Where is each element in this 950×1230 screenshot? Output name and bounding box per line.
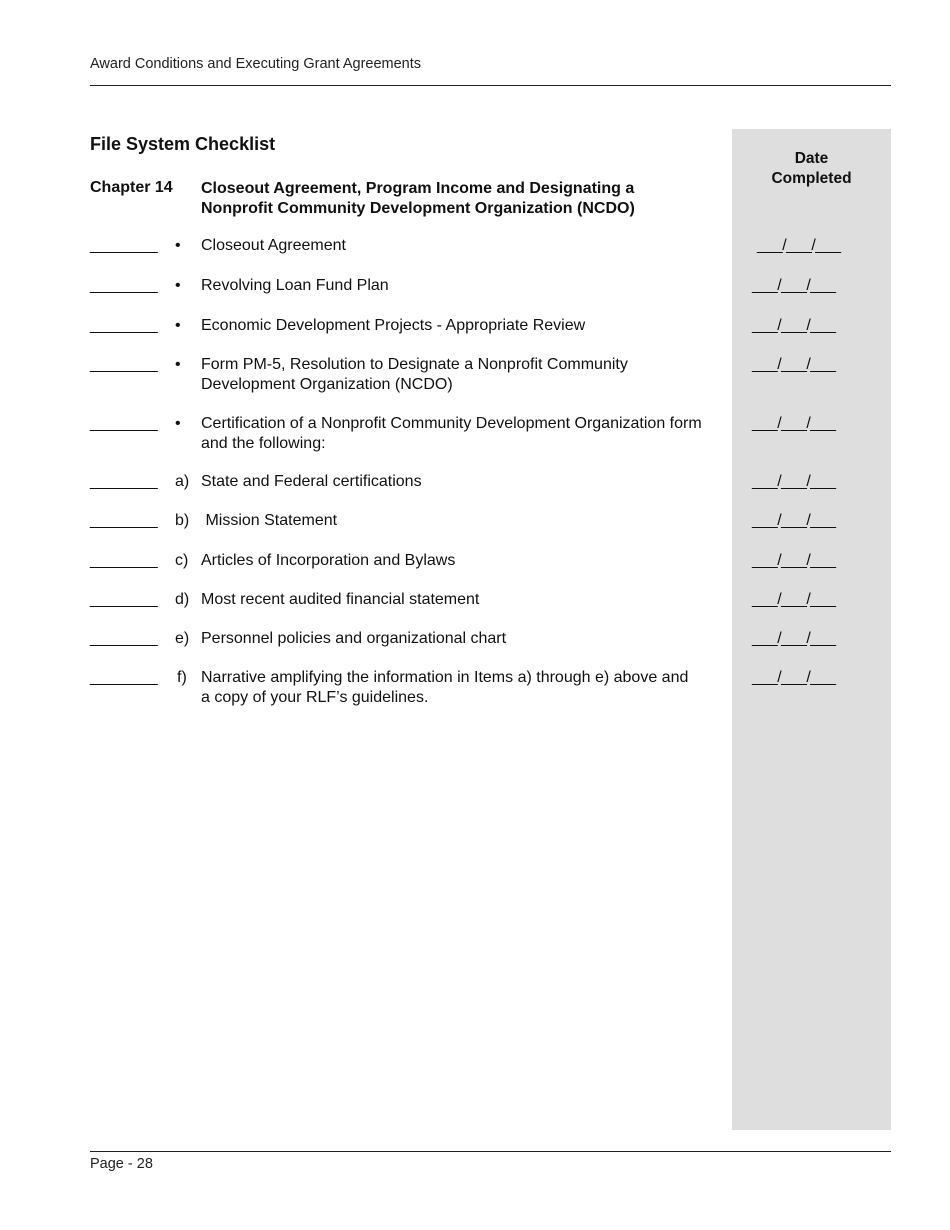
bullet-marker: • xyxy=(175,277,181,294)
date-blank[interactable]: ___/___/___ xyxy=(752,591,836,608)
check-blank[interactable]: ________ xyxy=(90,237,158,254)
item-text: Closeout Agreement xyxy=(201,237,346,254)
list-letter: d) xyxy=(175,591,190,608)
header-divider xyxy=(90,85,891,86)
date-blank[interactable]: ___/___/___ xyxy=(752,512,836,529)
bullet-marker: • xyxy=(175,317,181,334)
date-blank[interactable]: ___/___/___ xyxy=(752,630,836,647)
item-text: Certification of a Nonprofit Community Development Organization form and the following: xyxy=(201,415,702,452)
check-blank[interactable]: ________ xyxy=(90,512,158,529)
list-letter: f) xyxy=(177,669,187,686)
item-text: Most recent audited financial statement xyxy=(201,591,480,608)
date-column-header: Date Completed xyxy=(771,150,852,187)
list-letter: e) xyxy=(175,630,190,647)
check-blank[interactable]: ________ xyxy=(90,356,158,373)
item-text: Narrative amplifying the information in Items a) through e) above and a copy of your RLF’s guidelines. xyxy=(201,669,689,706)
date-blank[interactable]: ___/___/___ xyxy=(752,317,836,334)
chapter-title: Closeout Agreement, Program Income and Designating a Nonprofit Community Development Organization (NCDO) xyxy=(201,180,635,217)
bullet-marker: • xyxy=(175,237,181,254)
date-blank[interactable]: ___/___/___ xyxy=(752,473,836,490)
checklist-title: File System Checklist xyxy=(90,134,276,154)
item-text: Personnel policies and organizational chart xyxy=(201,630,507,647)
item-text: Revolving Loan Fund Plan xyxy=(201,277,389,294)
item-text: Form PM-5, Resolution to Designate a Nonprofit Community Development Organization (NCDO) xyxy=(201,356,628,393)
check-blank[interactable]: ________ xyxy=(90,473,158,490)
page-number: Page - 28 xyxy=(90,1156,153,1172)
chapter-label: Chapter 14 xyxy=(90,179,173,196)
check-blank[interactable]: ________ xyxy=(90,277,158,294)
bullet-marker: • xyxy=(175,415,181,432)
check-blank[interactable]: ________ xyxy=(90,415,158,432)
footer-divider xyxy=(90,1151,891,1152)
date-blank[interactable]: ___/___/___ xyxy=(752,356,836,373)
date-blank[interactable]: ___/___/___ xyxy=(752,415,836,432)
date-blank[interactable]: ___/___/___ xyxy=(752,669,836,686)
list-letter: b) xyxy=(175,512,190,529)
bullet-marker: • xyxy=(175,356,181,373)
item-text: Articles of Incorporation and Bylaws xyxy=(201,552,456,569)
check-blank[interactable]: ________ xyxy=(90,630,158,647)
item-text: Economic Development Projects - Appropriate Review xyxy=(201,317,586,334)
list-letter: c) xyxy=(175,552,189,569)
date-blank[interactable]: ___/___/___ xyxy=(752,277,836,294)
running-header: Award Conditions and Executing Grant Agreements xyxy=(90,56,422,72)
date-blank[interactable]: ___/___/___ xyxy=(752,552,836,569)
check-blank[interactable]: ________ xyxy=(90,669,158,686)
item-text: Mission Statement xyxy=(201,512,338,529)
check-blank[interactable]: ________ xyxy=(90,317,158,334)
check-blank[interactable]: ________ xyxy=(90,591,158,608)
item-text: State and Federal certifications xyxy=(201,473,422,490)
list-letter: a) xyxy=(175,473,190,490)
date-blank[interactable]: ___/___/___ xyxy=(757,237,841,254)
check-blank[interactable]: ________ xyxy=(90,552,158,569)
